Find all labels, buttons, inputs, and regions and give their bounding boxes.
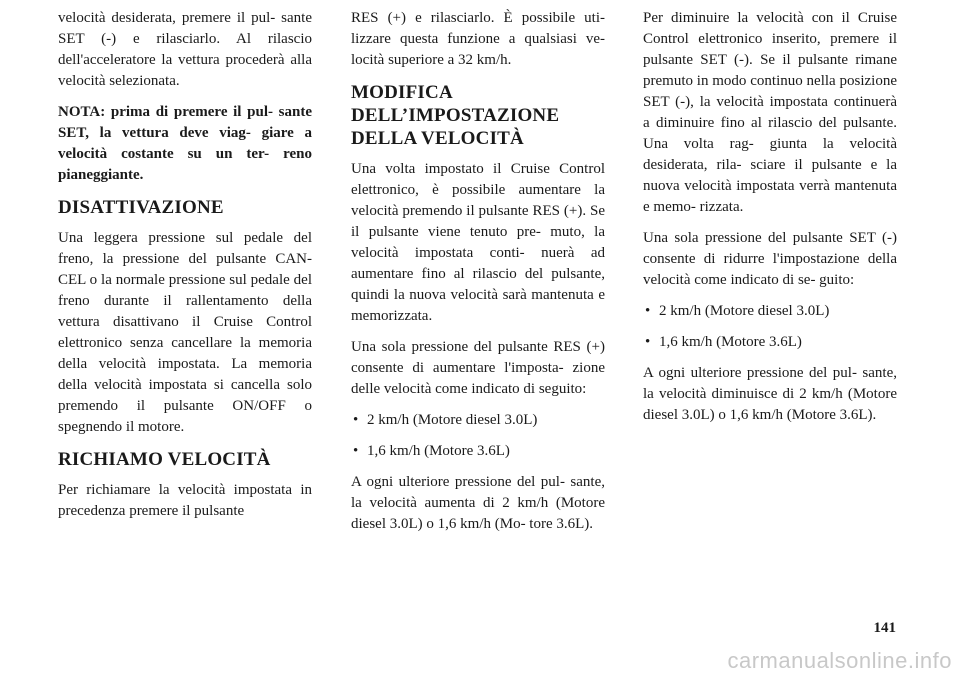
paragraph-res-press: Una sola pressione del pulsante RES (+) consente di aumentare l'imposta- zione delle velocità come indicato di seguito: [351,339,605,397]
paragraph-aumento-velocita: Una volta impostato il Cruise Control elettronico, è possibile aumentare la velocità premendo il pulsante RES (+). Se il pulsante viene tenuto pre- muto, la velocità impostata conti- nuerà ad aumentare fino al rilascio del pulsante, quindi la nuova velocità sarà mantenuta e memorizzata. [351,161,605,324]
heading-richiamo-velocita: RICHIAMO VELOCITÀ [58,449,271,470]
watermark-logo: carmanualsonline.info [727,648,952,673]
column-middle [351,8,605,545]
column-right [643,8,897,436]
column-left [58,8,312,532]
paragraph-diminuire-velocita: Per diminuire la velocità con il Cruise Control elettronico inserito, premere il pulsante SET (-). Se il pulsante rimane premuto in modo continuo nella posizione SET (-), la velocità impostata continuerà a diminuire fino al rilascio del pulsante. Una volta rag- giunta la velocità desiderata, rila- sciare il pulsante e la nuova velocità impostata verrà mantenuta e memo- rizzata. [643,10,897,215]
paragraph-set-press: Una sola pressione del pulsante SET (-) consente di ridurre l'impostazione della velocità come indicato di se- guito: [643,230,897,288]
note-paragraph: NOTA: prima di premere il pul- sante SET, la vettura deve viag- giare a velocità costante su un ter- reno pianeggiante. [58,104,312,183]
heading-modifica-impostazione: MODIFICA DELL’IMPOSTAZIONE DELLA VELOCITÀ [351,82,560,149]
heading-disattivazione: DISATTIVAZIONE [58,197,224,218]
paragraph-richiamo: Per richiamare la velocità impostata in precedenza premere il pulsante [58,482,312,519]
list-item: • 1,6 km/h (Motore 3.6L) [643,332,897,353]
bullet-list-decrease [643,301,897,353]
list-item: • 2 km/h (Motore diesel 3.0L) [351,410,605,431]
paragraph-disattivazione: Una leggera pressione sul pedale del freno, la pressione del pulsante CAN- CEL o la normale pressione sul pedale del freno durante il rallentamento della vettura disattivano il Cruise Control elettronico senza cancellare la memoria della velocità impostata. La memoria della velocità impostata si cancella solo premendo il pulsante ON/OFF o spegnendo il motore. [58,230,312,435]
paragraph-res-continue: RES (+) e rilasciarlo. È possibile uti- lizzare questa funzione a qualsiasi ve- locità superiore a 32 km/h. [351,10,605,68]
list-item: • 2 km/h (Motore diesel 3.0L) [643,301,897,322]
paragraph-increase-each-press: A ogni ulteriore pressione del pul- sante, la velocità aumenta di 2 km/h (Motore diesel 3.0L) o 1,6 km/h (Mo- tore 3.6L). [351,474,605,532]
bullet-list-increase [351,410,605,462]
paragraph-speed-set: velocità desiderata, premere il pul- sante SET (-) e rilasciarlo. Al rilascio dell'acceleratore la vettura procederà alla velocità selezionata. [58,10,312,89]
list-item: • 1,6 km/h (Motore 3.6L) [351,441,605,462]
paragraph-decrease-each-press: A ogni ulteriore pressione del pul- sante, la velocità diminuisce di 2 km/h (Motore diesel 3.0L) o 1,6 km/h (Motore 3.6L). [643,365,897,423]
page-number: 141 [873,620,896,636]
